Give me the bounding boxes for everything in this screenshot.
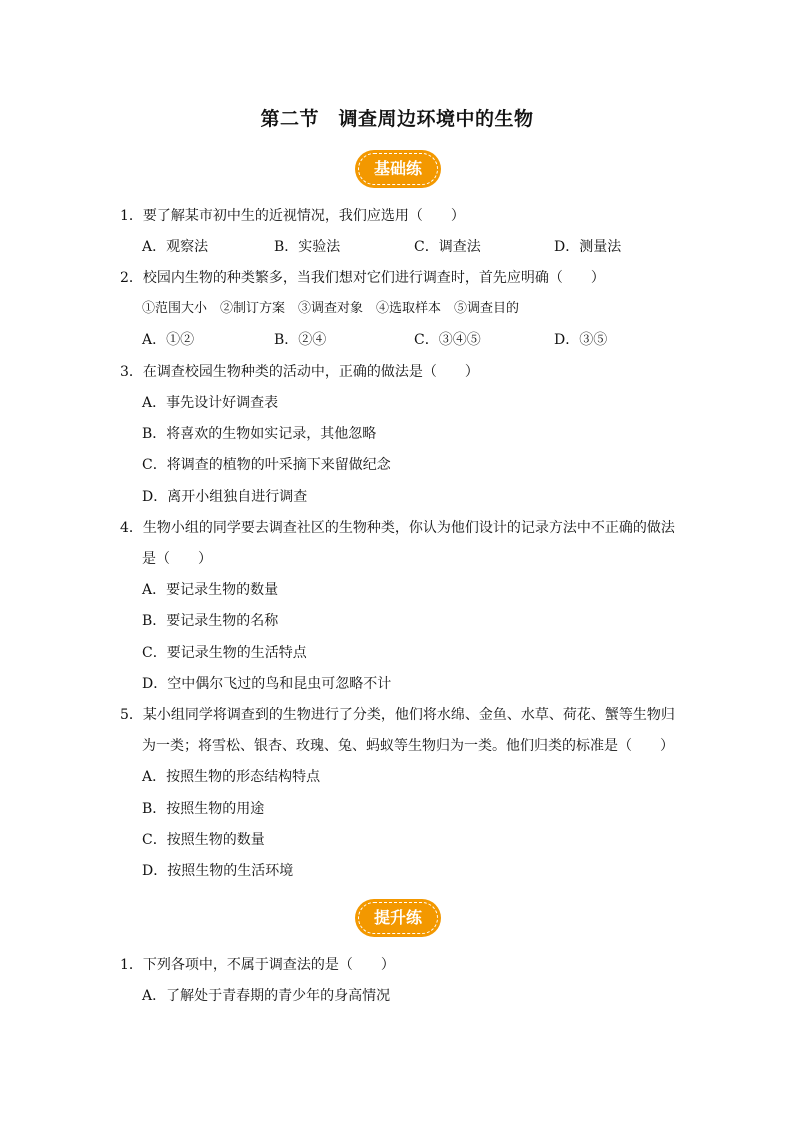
question-1-option-b: B．实验法 — [274, 239, 341, 255]
advanced-question-1-stem: 1．下列各项中，不属于调查法的是（ ） — [120, 957, 395, 973]
section-badge-advanced — [355, 899, 441, 937]
advanced-question-1-option-a: A．了解处于青春期的青少年的身高情况 — [142, 988, 391, 1004]
question-3-option-d: D．离开小组独自进行调查 — [142, 489, 308, 505]
question-3-stem: 3．在调查校园生物种类的活动中，正确的做法是（ ） — [120, 364, 479, 380]
question-2-stem: 2．校园内生物的种类繁多，当我们想对它们进行调查时，首先应明确（ ） — [120, 270, 605, 286]
question-4-option-a: A．要记录生物的数量 — [142, 582, 279, 598]
question-4-stem-line-1: 4．生物小组的同学要去调查社区的生物种类，你认为他们设计的记录方法中不正确的做法 — [120, 520, 675, 536]
question-3-option-a: A．事先设计好调查表 — [142, 395, 279, 411]
question-1-option-d: D．测量法 — [554, 239, 622, 255]
question-2-items: ①范围大小 ②制订方案 ③调查对象 ④选取样本 ⑤调查目的 — [142, 301, 520, 316]
question-5-option-c: C．按照生物的数量 — [142, 832, 265, 848]
question-5-stem-line-1: 5．某小组同学将调查到的生物进行了分类，他们将水绵、金鱼、水草、荷花、蟹等生物归 — [120, 707, 675, 723]
question-4-stem-line-2: 是（ ） — [142, 551, 212, 567]
question-5-option-d: D．按照生物的生活环境 — [142, 863, 294, 879]
section-badge-label: 提升练 — [373, 908, 422, 927]
question-4-option-c: C．要记录生物的生活特点 — [142, 645, 307, 661]
question-1-option-c: C．调查法 — [414, 239, 481, 255]
question-1-option-a: A．观察法 — [142, 239, 209, 255]
question-2-option-a: A．①② — [142, 332, 195, 348]
question-3-option-b: B．将喜欢的生物如实记录，其他忽略 — [142, 426, 377, 442]
question-2-option-d: D．③⑤ — [554, 332, 608, 348]
question-4-option-b: B．要记录生物的名称 — [142, 613, 279, 629]
question-3-option-c: C．将调查的植物的叶采摘下来留做纪念 — [142, 457, 391, 473]
question-4-option-d: D．空中偶尔飞过的鸟和昆虫可忽略不计 — [142, 676, 392, 692]
question-5-option-a: A．按照生物的形态结构特点 — [142, 769, 321, 785]
question-2-option-c: C．③④⑤ — [414, 332, 481, 348]
question-5-option-b: B．按照生物的用途 — [142, 801, 265, 817]
question-1-stem: 1．要了解某市初中生的近视情况，我们应选用（ ） — [120, 208, 465, 224]
section-badge-basic — [355, 150, 441, 188]
question-2-option-b: B．②④ — [274, 332, 327, 348]
page-title: 第二节 调查周边环境中的生物 — [260, 108, 534, 130]
section-badge-label: 基础练 — [373, 159, 422, 178]
question-5-stem-line-2: 为一类；将雪松、银杏、玫瑰、兔、蚂蚁等生物归为一类。他们归类的标准是（ ） — [142, 738, 674, 754]
